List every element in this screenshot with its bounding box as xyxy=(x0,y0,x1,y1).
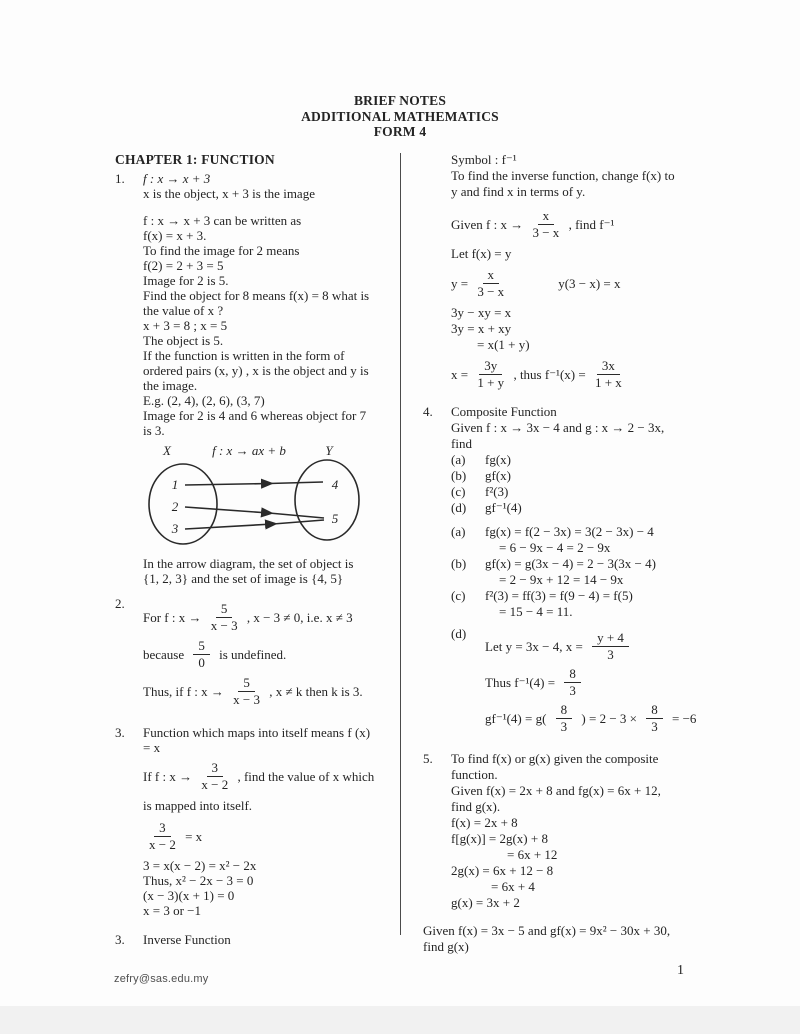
text-line: f : x → x + 3 can be written as xyxy=(143,213,302,228)
footer-email: zefry@sas.edu.my xyxy=(114,973,209,985)
math-line: Thus, x² − 2x − 3 = 0 xyxy=(143,873,254,888)
math-line xyxy=(143,676,398,707)
text-line: f(2) = 2 + 3 = 5 xyxy=(143,258,224,273)
fraction: $\frac{5}{0}$ xyxy=(193,639,210,670)
math-text: If f : x → xyxy=(143,768,196,784)
fraction: $\frac{y + 4}{3}$ xyxy=(592,631,629,662)
answer-label: (c) xyxy=(451,588,466,603)
math-line: gf(x) = g(3x − 4) = 2 − 3(3x − 4) xyxy=(485,556,656,571)
text-line: Symbol : f⁻¹ xyxy=(451,152,517,167)
text-line: To find the image for 2 means xyxy=(143,243,300,258)
math-line: = 6 − 9x − 4 = 2 − 9x xyxy=(499,540,611,555)
math-text: , x − 3 ≠ 0, i.e. x ≠ 3 xyxy=(243,609,353,625)
math-text: For f : x → xyxy=(143,609,205,625)
page-number: 1 xyxy=(677,963,684,978)
mapping-arrow-1-to-4 xyxy=(185,482,323,485)
sub-question-text: gf(x) xyxy=(485,468,511,483)
fraction: $\frac{x}{3 - x}$ xyxy=(477,267,505,299)
text-line: To find f(x) or g(x) given the composite xyxy=(451,751,659,766)
fraction: $\frac{5}{x - 3}$ xyxy=(233,675,260,707)
item-number: 4. xyxy=(423,404,433,419)
text-line: x + 3 = 8 ; x = 5 xyxy=(143,318,228,333)
math-text: because xyxy=(143,646,188,662)
item-number: 3. xyxy=(115,725,125,740)
math-line xyxy=(143,639,398,670)
list-item-3 xyxy=(115,725,398,918)
object-value: 1 xyxy=(171,477,179,492)
doc-title-line: BRIEF NOTES xyxy=(353,93,447,108)
math-text: Thus f⁻¹(4) = xyxy=(485,674,559,690)
answers-block xyxy=(451,524,703,739)
doc-title-line: FORM 4 xyxy=(373,124,427,139)
list-item-inverse-function xyxy=(115,932,398,948)
object-value: 3 xyxy=(171,521,179,536)
math-line: 3 = x(x − 2) = x² − 2x xyxy=(143,858,257,873)
math-line: 2g(x) = 6x + 12 − 8 xyxy=(451,863,554,878)
math-text: , find f⁻¹ xyxy=(565,216,615,232)
item-number: 3. xyxy=(115,932,125,947)
math-text: Thus, if f : x → xyxy=(143,683,228,699)
column-divider xyxy=(400,153,401,935)
math-line xyxy=(485,631,696,662)
chapter-heading: CHAPTER 1: FUNCTION xyxy=(115,152,275,167)
text-line: {1, 2, 3} and the set of image is {4, 5} xyxy=(143,571,344,586)
sub-question-text: fg(x) xyxy=(485,452,511,467)
math-text: Given f : x → xyxy=(451,216,527,232)
math-line: x = 3 or −1 xyxy=(143,903,201,918)
math-line: 3y = x + xy xyxy=(451,321,512,336)
text-line: the value of x ? xyxy=(143,303,224,318)
math-text: , x ≠ k then k is 3. xyxy=(265,683,363,699)
text-line: In the arrow diagram, the set of object is xyxy=(143,556,354,571)
sub-question xyxy=(451,484,703,500)
list-item-5 xyxy=(423,751,703,911)
math-text: y(3 − x) = x xyxy=(558,275,621,291)
fraction: $\frac{3y}{1 + y}$ xyxy=(477,358,505,390)
text-line: find g(x). xyxy=(451,799,501,814)
math-line: f²(3) = ff(3) = f(9 − 4) = f(5) xyxy=(485,588,633,603)
text-line: Image for 2 is 4 and 6 whereas object for 7 xyxy=(143,408,367,423)
list-item-4 xyxy=(423,404,703,739)
math-text: = −6 xyxy=(668,710,697,726)
fraction: $\frac{3}{x - 2}$ xyxy=(149,820,176,852)
sub-question-text: f²(3) xyxy=(485,484,509,499)
set-x-label: X xyxy=(163,443,171,458)
answer-c xyxy=(451,588,703,620)
text-line: Given f : x → 3x − 4 and g : x → 2 − 3x, xyxy=(451,420,665,435)
text-line: is mapped into itself. xyxy=(143,798,253,813)
text-line: Function which maps into itself means f (x) xyxy=(143,725,371,740)
page-edge-shadow xyxy=(0,1006,800,1034)
answer-a xyxy=(451,524,703,556)
codomain-oval xyxy=(295,460,359,540)
list-item-1 xyxy=(115,171,398,201)
set-y-label: Y xyxy=(325,443,333,458)
fraction: $\frac{8}{3}$ xyxy=(646,703,663,734)
item-number: 5. xyxy=(423,751,433,766)
sub-question-label: (c) xyxy=(451,484,466,499)
left-column xyxy=(115,152,398,948)
mapping-rule-label: f : x → ax + b xyxy=(212,443,286,458)
paragraph xyxy=(451,152,703,390)
sub-question-label: (a) xyxy=(451,452,466,467)
text-line: Find the object for 8 means f(x) = 8 what is xyxy=(143,288,370,303)
text-line: Given f(x) = 2x + 8 and fg(x) = 6x + 12, xyxy=(451,783,661,798)
sub-question-label: (b) xyxy=(451,468,467,483)
math-line: = 15 − 4 = 11. xyxy=(499,604,573,619)
math-line xyxy=(485,667,696,698)
section-title: Inverse Function xyxy=(143,932,231,947)
answer-d xyxy=(451,626,703,739)
doc-title-line: ADDITIONAL MATHEMATICS xyxy=(301,108,499,124)
fraction: $\frac{3x}{1 + x}$ xyxy=(594,358,622,390)
text-line: E.g. (2, 4), (2, 6), (3, 7) xyxy=(143,393,265,408)
math-line: (x − 3)(x + 1) = 0 xyxy=(143,888,235,903)
object-value: 2 xyxy=(171,499,179,514)
answer-label: (b) xyxy=(451,556,467,571)
text-line: is 3. xyxy=(143,423,165,438)
text-line: The object is 5. xyxy=(143,333,224,348)
paragraph xyxy=(143,556,398,586)
math-text: Let y = 3x − 4, x = xyxy=(485,638,587,654)
sub-question-label: (d) xyxy=(451,500,467,515)
math-line xyxy=(451,268,703,299)
math-line: f(x) = 2x + 8 xyxy=(451,815,518,830)
text-line: find xyxy=(451,436,472,451)
text-line: f : x → x + 3 xyxy=(143,171,211,186)
text-line: f(x) = x + 3. xyxy=(143,228,207,243)
domain-oval xyxy=(149,464,217,544)
math-text: x = xyxy=(451,366,472,382)
answer-b xyxy=(451,556,703,588)
math-line: g(x) = 3x + 2 xyxy=(451,895,520,910)
list-item-2 xyxy=(115,596,398,713)
item-number: 1. xyxy=(115,171,125,186)
math-text: = x xyxy=(181,828,203,844)
math-text: , find the value of x which xyxy=(234,768,375,784)
sub-question xyxy=(451,468,703,484)
math-text: y = xyxy=(451,275,472,291)
sub-question xyxy=(451,500,703,516)
math-line xyxy=(143,821,398,852)
math-line: Let f(x) = y xyxy=(451,246,512,261)
answer-label: (a) xyxy=(451,524,466,539)
image-value: 4 xyxy=(331,477,339,492)
math-line xyxy=(143,761,398,792)
math-text: is undefined. xyxy=(215,646,287,662)
closing-exercise xyxy=(423,923,703,955)
math-line: = 6x + 12 xyxy=(507,847,558,862)
text-line: function. xyxy=(451,767,498,782)
fraction: $\frac{5}{x - 3}$ xyxy=(210,601,238,633)
sub-question-text: gf⁻¹(4) xyxy=(485,500,522,515)
item-number: 2. xyxy=(115,596,125,611)
document-header xyxy=(0,93,800,140)
arrow-diagram xyxy=(137,442,398,554)
text-line: y and find x in terms of y. xyxy=(451,184,586,199)
solution-block xyxy=(143,821,398,918)
text-line: find g(x) xyxy=(423,939,469,954)
mapping-arrow-2-to-5 xyxy=(185,507,324,518)
math-line xyxy=(143,602,398,633)
text-line: = x xyxy=(143,740,161,755)
math-line: = 6x + 4 xyxy=(491,879,535,894)
right-column xyxy=(423,152,703,955)
fraction: $\frac{x}{3 - x}$ xyxy=(532,208,560,240)
math-line: = x(1 + y) xyxy=(477,337,530,352)
text-line: Image for 2 is 5. xyxy=(143,273,229,288)
text-line: To find the inverse function, change f(x) to xyxy=(451,168,675,183)
text-line: If the function is written in the form of xyxy=(143,348,345,363)
text-line: Given f(x) = 3x − 5 and gf(x) = 9x² − 30x + 30, xyxy=(423,923,671,938)
math-line: = 2 − 9x + 12 = 14 − 9x xyxy=(499,572,624,587)
fraction: $\frac{8}{3}$ xyxy=(556,703,573,734)
fraction: $\frac{8}{3}$ xyxy=(564,667,581,698)
math-line: 3y − xy = x xyxy=(451,305,512,320)
text-line: x is the object, x + 3 is the image xyxy=(143,186,315,201)
image-value: 5 xyxy=(331,511,339,526)
math-line: fg(x) = f(2 − 3x) = 3(2 − 3x) − 4 xyxy=(485,524,654,539)
math-text: gf⁻¹(4) = g( xyxy=(485,710,550,726)
math-line xyxy=(451,359,703,390)
math-line: f[g(x)] = 2g(x) + 8 xyxy=(451,831,548,846)
answer-label: (d) xyxy=(451,626,467,641)
math-text: ) = 2 − 3 × xyxy=(578,710,641,726)
paragraph xyxy=(143,213,398,438)
math-line xyxy=(485,703,696,734)
math-line xyxy=(451,209,703,240)
sub-question xyxy=(451,452,703,468)
math-text: , thus f⁻¹(x) = xyxy=(510,366,589,382)
fraction: $\frac{3}{x - 2}$ xyxy=(201,760,229,792)
text-line: ordered pairs (x, y) , x is the object and y is xyxy=(143,363,369,378)
text-line: the image. xyxy=(143,378,198,393)
section-title: Composite Function xyxy=(451,404,557,419)
